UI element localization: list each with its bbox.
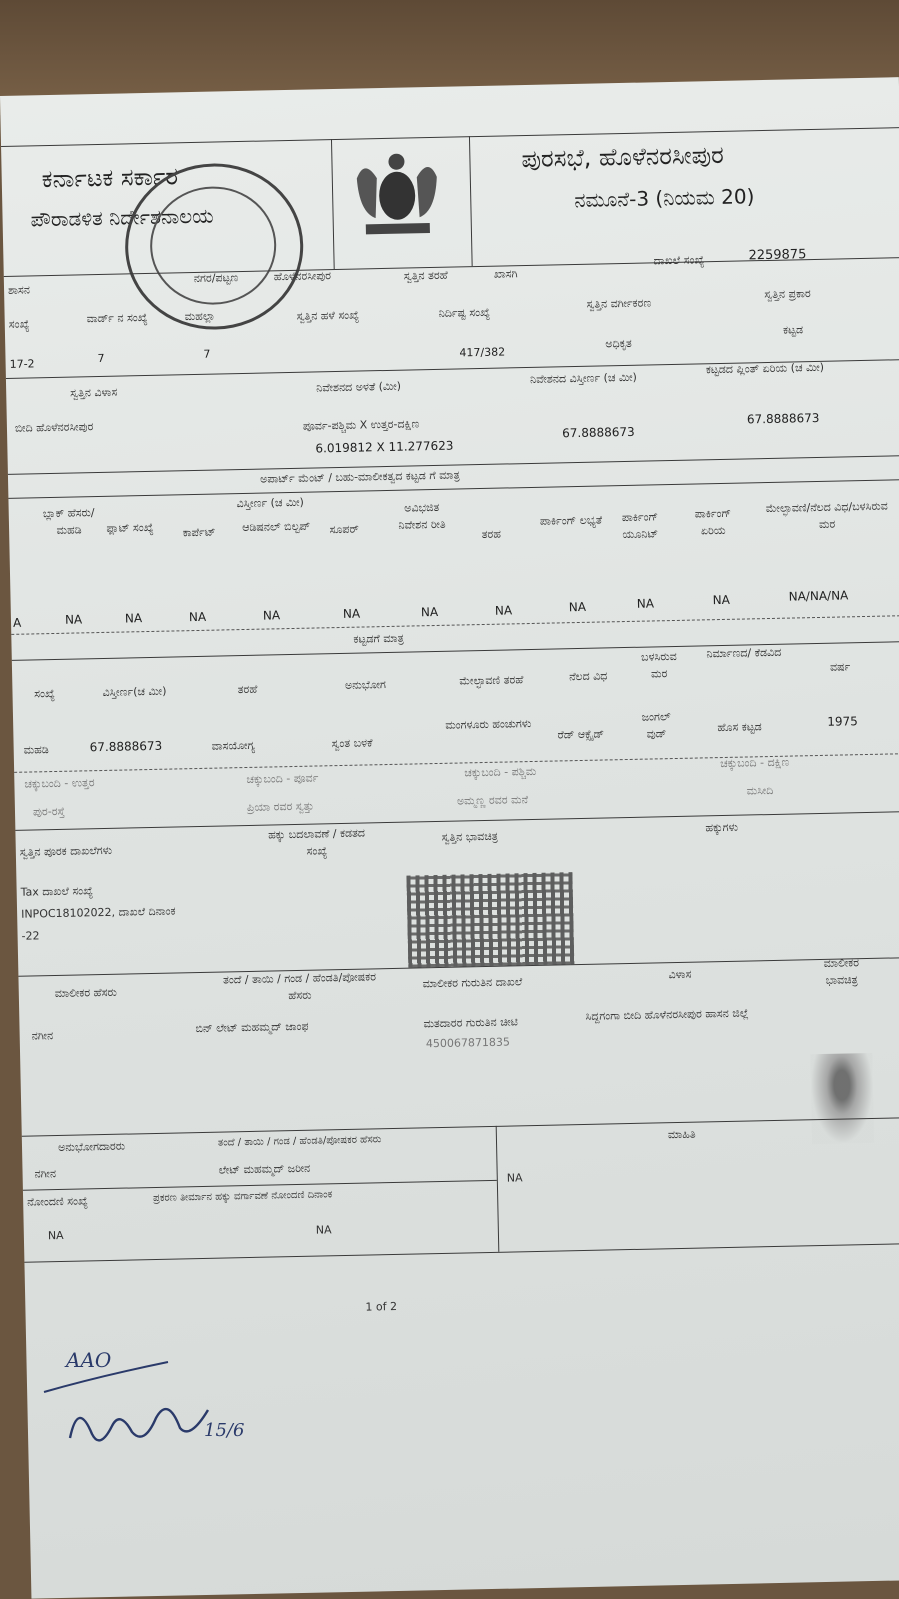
owner-header-3: ವಿಳಾಸ: [668, 967, 692, 982]
address-label: ಸ್ವತ್ತಿನ ವಿಳಾಸ: [70, 385, 118, 400]
apt-value-7: NA: [494, 603, 513, 618]
bld-value-5: ರೆಡ್ ಆಕ್ಸೈಡ್: [557, 727, 605, 742]
apt-header-5: ಅವಿಭಜಿತ ನಿವೇಶನ ರೀತಿ: [398, 500, 446, 532]
apartment-title: ಅಪಾರ್ಟ್ ಮೆಂಟ್ / ಬಹು-ಮಾಲೀಕತ್ವದ ಕಟ್ಟಡ ಗೆ ಮಾತ್ರ: [259, 468, 460, 486]
boundary-value-west: ಅಮ್ಮಣ್ಣ ರವರ ಮನೆ: [456, 793, 529, 808]
row2-value-1: 7: [97, 351, 105, 366]
reg-date-label: ಪ್ರಕರಣ ತೀರ್ಮಾನ ಹಕ್ಕು ವರ್ಗಾವಣೆ ನೋಂದಣಿ ದಿನಾಂಕ: [153, 1189, 333, 1205]
boundary-label-north: ಚಕ್ಕುಬಂದಿ - ಉತ್ತರ: [24, 776, 95, 791]
occupant-info: NA: [506, 1171, 523, 1185]
tax-value: INPOC18102022, ದಾಖಲೆ ದಿನಾಂಕ: [21, 904, 176, 921]
boundary-value-north: ಪುರ-ರಸ್ತೆ: [32, 804, 65, 819]
row2-label-0: ಸಂಖ್ಯೆ: [8, 317, 30, 331]
apt-header-9: ಪಾರ್ಕಿಂಗ್ ಏರಿಯ: [694, 506, 732, 538]
occupant-header-0: ಅನುಭೋಗದಾರರು: [57, 1139, 126, 1155]
occupant-relation: ಲೇಟ್ ಮಹಮ್ಮದ್ ಜರೀನ: [218, 1161, 311, 1177]
boundary-label-west: ಚಕ್ಕುಬಂದಿ - ಪಶ್ಚಿಮ: [464, 764, 537, 780]
dimension-value-1: ಪೂರ್ವ-ಪಶ್ಚಿಮ X ಉತ್ತರ-ದಕ್ಷಿಣ: [302, 417, 420, 433]
apt-value-11: NA/NA/NA: [788, 588, 849, 604]
rights-label: ಹಕ್ಕುಗಳು: [705, 820, 739, 835]
bld-header-3: ಅನುಭೋಗ: [344, 678, 387, 692]
site-area-label: ನಿವೇಶನದ ವಿಸ್ತೀರ್ಣ (ಚ ಮೀ): [529, 370, 638, 386]
supporting-docs-label: ಸ್ವತ್ತಿನ ಪೂರಕ ದಾಖಲೆಗಳು: [19, 843, 113, 859]
apt-value-2: NA: [124, 611, 143, 626]
owner-name: ನಗೀನ: [31, 1029, 54, 1043]
bld-header-6: ಬಳಸಿರುವ ಮರ: [640, 649, 677, 681]
bld-header-0: ಸಂಖ್ಯೆ: [34, 686, 56, 701]
boundary-label-east: ಚಕ್ಕುಬಂದಿ - ಪೂರ್ವ: [246, 771, 319, 786]
owner-address: ಸಿದ್ದಗಂಗಾ ಬೀದಿ ಹೊಳೆನರಸೀಪುರ ಹಾಸನ ಜಿಲ್ಲೆ: [585, 1006, 749, 1023]
apt-value-9: NA: [636, 596, 655, 611]
bld-header-1: ವಿಸ್ತೀರ್ಣ(ಚ ಮೀ): [102, 684, 167, 699]
boundary-label-south: ಚಕ್ಕುಬಂದಿ - ದಕ್ಷಿಣ: [720, 755, 790, 771]
address-value: ಬೀದಿ ಹೊಳೆನರಸೀಪುರ: [14, 420, 94, 435]
apt-header-6: ತರಹ: [481, 527, 502, 542]
apt-header-8: ಪಾರ್ಕಿಂಗ್ ಯೂನಿಟ್: [621, 510, 659, 542]
bld-header-5: ನೆಲದ ವಿಧ: [569, 669, 608, 684]
rule-8: [15, 811, 899, 831]
owner-header-2: ಮಾಲೀಕರ ಗುರುತಿನ ದಾಖಲೆ: [422, 975, 523, 991]
apt-header-4: ಸೂಪರ್: [329, 522, 359, 537]
apt-header-7: ಪಾರ್ಕಿಂಗ್ ಲಭ್ಯತೆ: [539, 513, 603, 528]
reg-label: ನೋಂದಣಿ ಸಂಖ್ಯೆ: [27, 1194, 88, 1209]
govt-name: ಕರ್ನಾಟಕ ಸರ್ಕಾರ: [41, 162, 179, 194]
tax-date: -22: [21, 929, 40, 943]
owner-relation: ಬಿನ್ ಲೇಟ್ ಮಹಮ್ಮದ್ ಜಾಂಫ: [195, 1019, 309, 1036]
town-label: ನಗರ/ಪಟ್ಟಣ: [193, 271, 239, 285]
occupant-header-1: ತಂದೆ / ತಾಯಿ / ಗಂಡ / ಹೆಂಡತಿ/ಪೋಷಕರ ಹೆಸರು: [217, 1134, 382, 1149]
dimension-label: ನಿವೇಶನದ ಅಳತೆ (ಮೀ): [316, 379, 402, 395]
row2-label-1: ವಾರ್ಡ್ ನ ಸಂಖ್ಯೆ: [86, 310, 148, 326]
row2-label-6: ಸ್ವತ್ತಿನ ಪ್ರಕಾರ: [764, 287, 811, 302]
occupant-name: ನಗೀನ: [34, 1167, 57, 1181]
rights-holder-label: ಹಕ್ಕು ಬದಲಾವಣೆ / ಕಡತದ ಸಂಖ್ಯೆ: [267, 826, 366, 858]
row2-label-5: ಸ್ವತ್ತಿನ ವರ್ಗೀಕರಣ: [586, 296, 652, 311]
rule-12: [24, 1243, 899, 1263]
owner-id-no: 450067871835: [425, 1035, 511, 1051]
rule-5: [11, 615, 899, 635]
entry-no-label: ದಾಖಲೆ ಸಂಖ್ಯೆ: [653, 253, 705, 268]
row2-value-5: ಅಧಿಕೃತ: [605, 336, 632, 351]
apt-value-3: NA: [188, 609, 207, 625]
bld-value-0: ಮಹಡಿ: [23, 743, 49, 757]
apt-header-2: ಕಾರ್ಪೆಟ್: [182, 525, 216, 540]
form-name: ನಮೂನೆ-3 (ನಿಯಮ 20): [574, 184, 755, 212]
sign-title: AAO: [66, 1348, 112, 1372]
bld-header-7: ನಿರ್ಮಾಣದ/ ಕೆಡವಿದ: [706, 645, 782, 661]
rule-10: [22, 1117, 899, 1137]
property-type-label: ಸ್ವತ್ತಿನ ತರಹೆ: [403, 268, 448, 283]
header-divider-left: [331, 139, 335, 269]
property-photo-label: ಸ್ವತ್ತಿನ ಭಾವಚಿತ್ರ: [441, 829, 499, 844]
state-emblem-icon: [346, 147, 448, 245]
bld-value-7: ಹೊಸ ಕಟ್ಟಡ: [717, 720, 762, 735]
reg-date-value: NA: [315, 1223, 332, 1237]
bld-header-2: ತರಹೆ: [237, 682, 258, 697]
owner-id-doc: ಮತದಾರರ ಗುರುತಿನ ಚೀಟಿ: [423, 1015, 519, 1031]
bld-value-2: ವಾಸಯೋಗ್ಯ: [211, 738, 256, 753]
boundary-value-east: ಪ್ರಿಯಾ ರವರ ಸ್ವತ್ತು: [246, 799, 315, 814]
page-number: 1 of 2: [365, 1299, 398, 1314]
dimension-value-2: 6.019812 X 11.277623: [315, 438, 454, 456]
apt-header-10: ಮೇಲ್ಛಾವಣಿ/ನೆಲದ ವಿಧ/ಬಳಸಿರುವ ಮರ: [765, 499, 888, 531]
building-title: ಕಟ್ಟಡಗೆ ಮಾತ್ರ: [353, 631, 405, 646]
rule-11: [23, 1180, 497, 1191]
reg-value: NA: [47, 1228, 64, 1243]
directorate-name: ಪೌರಾಡಳಿತ ನಿರ್ದೇಶನಾಲಯ: [30, 203, 214, 232]
bld-header-8: ವರ್ಷ: [829, 660, 851, 674]
owner-header-4: ಮಾಲೀಕರ ಭಾವಚಿತ್ರ: [823, 956, 860, 987]
apt-value-5: NA: [342, 606, 361, 621]
apt-value-6: NA: [420, 604, 439, 620]
town-value: ಹೊಳೆನರಸೀಪುರ: [273, 269, 332, 284]
municipality-name: ಪುರಸಭೆ, ಹೊಳೆನರಸೀಪುರ: [521, 140, 725, 174]
boundary-value-south: ಮಸೀದಿ: [746, 783, 774, 798]
owner-photo: [810, 1053, 874, 1144]
header-top-rule: [1, 127, 899, 147]
row2-label-3: ಸ್ವತ್ತಿನ ಹಳೆ ಸಂಖ್ಯೆ: [296, 308, 360, 323]
header-divider-right: [469, 136, 473, 266]
row2-value-0: 17-2: [9, 357, 35, 371]
apt-header-0: ಬ್ಲಾಕ್ ಹೆಸರು/ ಮಹಡಿ: [42, 506, 95, 537]
owner-header-0: ಮಾಲೀಕರ ಹೆಸರು: [54, 985, 117, 1001]
apt-value-1: NA: [64, 612, 83, 627]
bld-value-1: 67.8888673: [89, 738, 163, 755]
property-qr-photo: [406, 872, 574, 967]
entry-no-value: 2259875: [748, 247, 807, 264]
apt-value-8: NA: [568, 599, 587, 615]
bld-value-3: ಸ್ವಂತ ಬಳಕೆ: [331, 736, 373, 751]
apt-value-10: NA: [712, 592, 731, 608]
owner-header-1: ತಂದೆ / ತಾಯಿ / ಗಂಡ / ಹೆಂಡತಿ/ಪೋಷಕರ ಹೆಸರು: [222, 970, 377, 1003]
row2-value-6: ಕಟ್ಟಡ: [782, 323, 804, 337]
occupant-divider: [496, 1126, 500, 1252]
apt-value-0: A: [12, 615, 22, 630]
apt-header-1: ಫ್ಲಾಟ್ ಸಂಖ್ಯೆ: [106, 520, 154, 535]
tax-label: Tax ದಾಖಲೆ ಸಂಖ್ಯೆ: [20, 884, 94, 899]
bld-value-6: ಜಂಗಲ್ ವುಡ್: [641, 710, 671, 741]
row2-value-2: 7: [203, 347, 211, 361]
bld-header-4: ಮೇಲ್ಛಾವಣಿ ತರಹೆ: [459, 673, 524, 688]
site-area-value: 67.8888673: [562, 424, 635, 441]
apartment-area-group-label: ವಿಸ್ತೀರ್ಣ (ಚ ಮೀ): [236, 495, 305, 511]
bld-value-4: ಮಂಗಳೂರು ಹಂಚುಗಳು: [445, 717, 532, 732]
bld-value-8: 1975: [827, 714, 858, 729]
apt-header-3: ಆಡಿಷನಲ್ ಬಿಲ್ಟಪ್: [242, 519, 311, 535]
sign-date: 15/6: [204, 1420, 245, 1441]
apt-value-4: NA: [262, 608, 281, 623]
plinth-area-label: ಕಟ್ಟಡದ ಪ್ಲಿಂತ್ ಏರಿಯ (ಚ ಮೀ): [705, 360, 825, 377]
row2-label-4: ನಿರ್ದಿಷ್ಟ ಸಂಖ್ಯೆ: [438, 305, 491, 320]
row2-label-2: ಮಹಲ್ಲಾ: [184, 309, 216, 324]
office-seal: [123, 162, 304, 332]
property-type-value: ಖಾಸಗಿ: [493, 267, 518, 281]
plinth-area-value: 67.8888673: [746, 410, 820, 427]
occupant-header-2: ಮಾಹಿತಿ: [667, 1127, 696, 1142]
row2-value-4: 417/382: [459, 345, 506, 360]
row1-col-a: ಶಾಸನ: [7, 283, 31, 297]
